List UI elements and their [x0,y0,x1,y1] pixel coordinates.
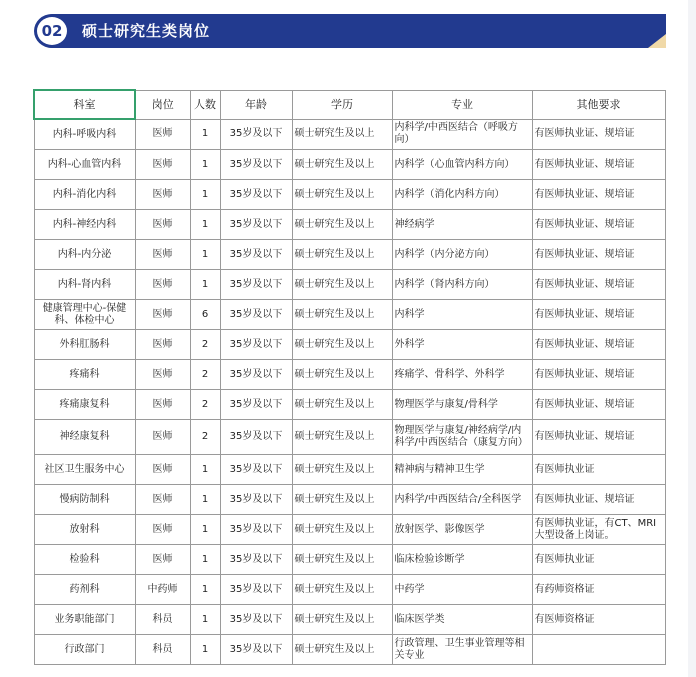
cell-count: 1 [190,485,220,515]
cell-major: 内科学 [392,300,532,330]
cell-major: 临床医学类 [392,605,532,635]
cell-major: 内科学（内分泌方向） [392,240,532,270]
table-row [34,300,665,330]
section-number-badge [34,14,70,48]
cell-post: 医师 [135,210,190,240]
cell-req: 有医师执业证、规培证 [532,360,665,390]
cell-count: 1 [190,240,220,270]
cell-major: 中药学 [392,575,532,605]
cell-count: 2 [190,420,220,455]
cell-dept: 检验科 [34,545,135,575]
cell-post: 医师 [135,180,190,210]
table-row [34,150,665,180]
table-row [34,240,665,270]
positions-table [33,89,666,665]
cell-dept: 药剂科 [34,575,135,605]
cell-req: 有医师执业证，有CT、MRI大型设备上岗证。 [532,515,665,545]
cell-req: 有医师执业证、规培证 [532,330,665,360]
cell-count: 1 [190,605,220,635]
cell-count: 1 [190,545,220,575]
cell-edu: 硕士研究生及以上 [292,605,392,635]
cell-dept: 疼痛科 [34,360,135,390]
table-row [34,605,665,635]
cell-req: 有医师执业证、规培证 [532,390,665,420]
cell-dept: 内科-神经内科 [34,210,135,240]
cell-major: 物理医学与康复/神经病学/内科学/中西医结合（康复方向） [392,420,532,455]
cell-major: 放射医学、影像医学 [392,515,532,545]
cell-age: 35岁及以下 [220,360,292,390]
cell-major: 内科学（心血管内科方向） [392,150,532,180]
cell-post: 医师 [135,420,190,455]
cell-edu: 硕士研究生及以上 [292,515,392,545]
cell-edu: 硕士研究生及以上 [292,150,392,180]
cell-major: 内科学（肾内科方向） [392,270,532,300]
cell-post: 医师 [135,455,190,485]
cell-post: 医师 [135,150,190,180]
cell-post: 中药师 [135,575,190,605]
cell-count: 6 [190,300,220,330]
col-header-edu: 学历 [292,90,392,119]
cell-post: 科员 [135,605,190,635]
cell-major: 内科学/中西医结合/全科医学 [392,485,532,515]
cell-dept: 健康管理中心-保健科、体检中心 [34,300,135,330]
cell-req: 有医师执业证、规培证 [532,210,665,240]
cell-edu: 硕士研究生及以上 [292,270,392,300]
table-row [34,515,665,545]
cell-count: 1 [190,515,220,545]
cell-req: 有医师执业证、规培证 [532,150,665,180]
cell-age: 35岁及以下 [220,330,292,360]
cell-dept: 放射科 [34,515,135,545]
col-header-req: 其他要求 [532,90,665,119]
page-edge [688,0,696,677]
cell-req: 有医师资格证 [532,605,665,635]
cell-age: 35岁及以下 [220,390,292,420]
cell-count: 1 [190,270,220,300]
cell-count: 2 [190,330,220,360]
cell-req: 有医师执业证、规培证 [532,420,665,455]
cell-major: 精神病与精神卫生学 [392,455,532,485]
cell-post: 医师 [135,515,190,545]
cell-dept: 内科-消化内科 [34,180,135,210]
cell-age: 35岁及以下 [220,150,292,180]
col-header-age: 年龄 [220,90,292,119]
table-row [34,390,665,420]
cell-edu: 硕士研究生及以上 [292,575,392,605]
cell-age: 35岁及以下 [220,119,292,150]
section-title: 硕士研究生类岗位 [82,22,211,40]
cell-age: 35岁及以下 [220,240,292,270]
cell-edu: 硕士研究生及以上 [292,300,392,330]
cell-req [532,635,665,665]
cell-count: 1 [190,455,220,485]
cell-post: 医师 [135,390,190,420]
cell-edu: 硕士研究生及以上 [292,210,392,240]
cell-edu: 硕士研究生及以上 [292,330,392,360]
cell-age: 35岁及以下 [220,300,292,330]
cell-edu: 硕士研究生及以上 [292,455,392,485]
cell-edu: 硕士研究生及以上 [292,180,392,210]
cell-age: 35岁及以下 [220,635,292,665]
cell-dept: 内科-肾内科 [34,270,135,300]
cell-age: 35岁及以下 [220,180,292,210]
cell-post: 医师 [135,240,190,270]
table-row [34,575,665,605]
cell-dept: 社区卫生服务中心 [34,455,135,485]
cell-dept: 内科-呼吸内科 [34,119,135,150]
table-row [34,330,665,360]
cell-count: 1 [190,150,220,180]
cell-major: 内科学/中西医结合（呼吸方向） [392,119,532,150]
table-row [34,119,665,150]
cell-dept: 内科-内分泌 [34,240,135,270]
cell-post: 医师 [135,330,190,360]
cell-req: 有医师执业证、规培证 [532,485,665,515]
cell-major: 外科学 [392,330,532,360]
cell-edu: 硕士研究生及以上 [292,390,392,420]
table-row [34,635,665,665]
section-number: 02 [41,22,63,40]
cell-major: 行政管理、卫生事业管理等相关专业 [392,635,532,665]
cell-req: 有医师执业证 [532,455,665,485]
cell-edu: 硕士研究生及以上 [292,240,392,270]
cell-age: 35岁及以下 [220,575,292,605]
cell-req: 有医师执业证 [532,545,665,575]
cell-post: 医师 [135,485,190,515]
col-header-major: 专业 [392,90,532,119]
cell-age: 35岁及以下 [220,420,292,455]
cell-count: 2 [190,360,220,390]
cell-edu: 硕士研究生及以上 [292,485,392,515]
cell-count: 1 [190,210,220,240]
col-header-post: 岗位 [135,90,190,119]
table-row [34,360,665,390]
cell-edu: 硕士研究生及以上 [292,360,392,390]
cell-edu: 硕士研究生及以上 [292,545,392,575]
cell-post: 医师 [135,270,190,300]
cell-count: 1 [190,635,220,665]
cell-req: 有医师执业证、规培证 [532,300,665,330]
cell-major: 疼痛学、骨科学、外科学 [392,360,532,390]
cell-age: 35岁及以下 [220,485,292,515]
cell-post: 医师 [135,300,190,330]
cell-req: 有药师资格证 [532,575,665,605]
col-header-dept: 科室 [34,90,135,119]
cell-count: 1 [190,119,220,150]
cell-req: 有医师执业证、规培证 [532,180,665,210]
cell-dept: 业务职能部门 [34,605,135,635]
cell-count: 1 [190,575,220,605]
table-row [34,270,665,300]
cell-post: 医师 [135,360,190,390]
cell-major: 神经病学 [392,210,532,240]
cell-age: 35岁及以下 [220,545,292,575]
table-row [34,420,665,455]
table-row [34,485,665,515]
cell-dept: 慢病防制科 [34,485,135,515]
cell-dept: 疼痛康复科 [34,390,135,420]
table-row [34,455,665,485]
cell-edu: 硕士研究生及以上 [292,420,392,455]
cell-post: 医师 [135,545,190,575]
table-row [34,545,665,575]
cell-dept: 行政部门 [34,635,135,665]
cell-age: 35岁及以下 [220,455,292,485]
cell-major: 内科学（消化内科方向） [392,180,532,210]
cell-age: 35岁及以下 [220,210,292,240]
col-header-count: 人数 [190,90,220,119]
cell-age: 35岁及以下 [220,515,292,545]
cell-age: 35岁及以下 [220,270,292,300]
cell-dept: 外科肛肠科 [34,330,135,360]
cell-major: 物理医学与康复/骨科学 [392,390,532,420]
table-row [34,210,665,240]
cell-post: 医师 [135,119,190,150]
cell-edu: 硕士研究生及以上 [292,635,392,665]
cell-major: 临床检验诊断学 [392,545,532,575]
table-header-row [34,90,665,119]
table-row [34,180,665,210]
cell-dept: 内科-心血管内科 [34,150,135,180]
cell-age: 35岁及以下 [220,605,292,635]
cell-req: 有医师执业证、规培证 [532,270,665,300]
cell-req: 有医师执业证、规培证 [532,240,665,270]
cell-req: 有医师执业证、规培证 [532,119,665,150]
cell-dept: 神经康复科 [34,420,135,455]
cell-count: 1 [190,180,220,210]
cell-count: 2 [190,390,220,420]
cell-post: 科员 [135,635,190,665]
cell-edu: 硕士研究生及以上 [292,119,392,150]
